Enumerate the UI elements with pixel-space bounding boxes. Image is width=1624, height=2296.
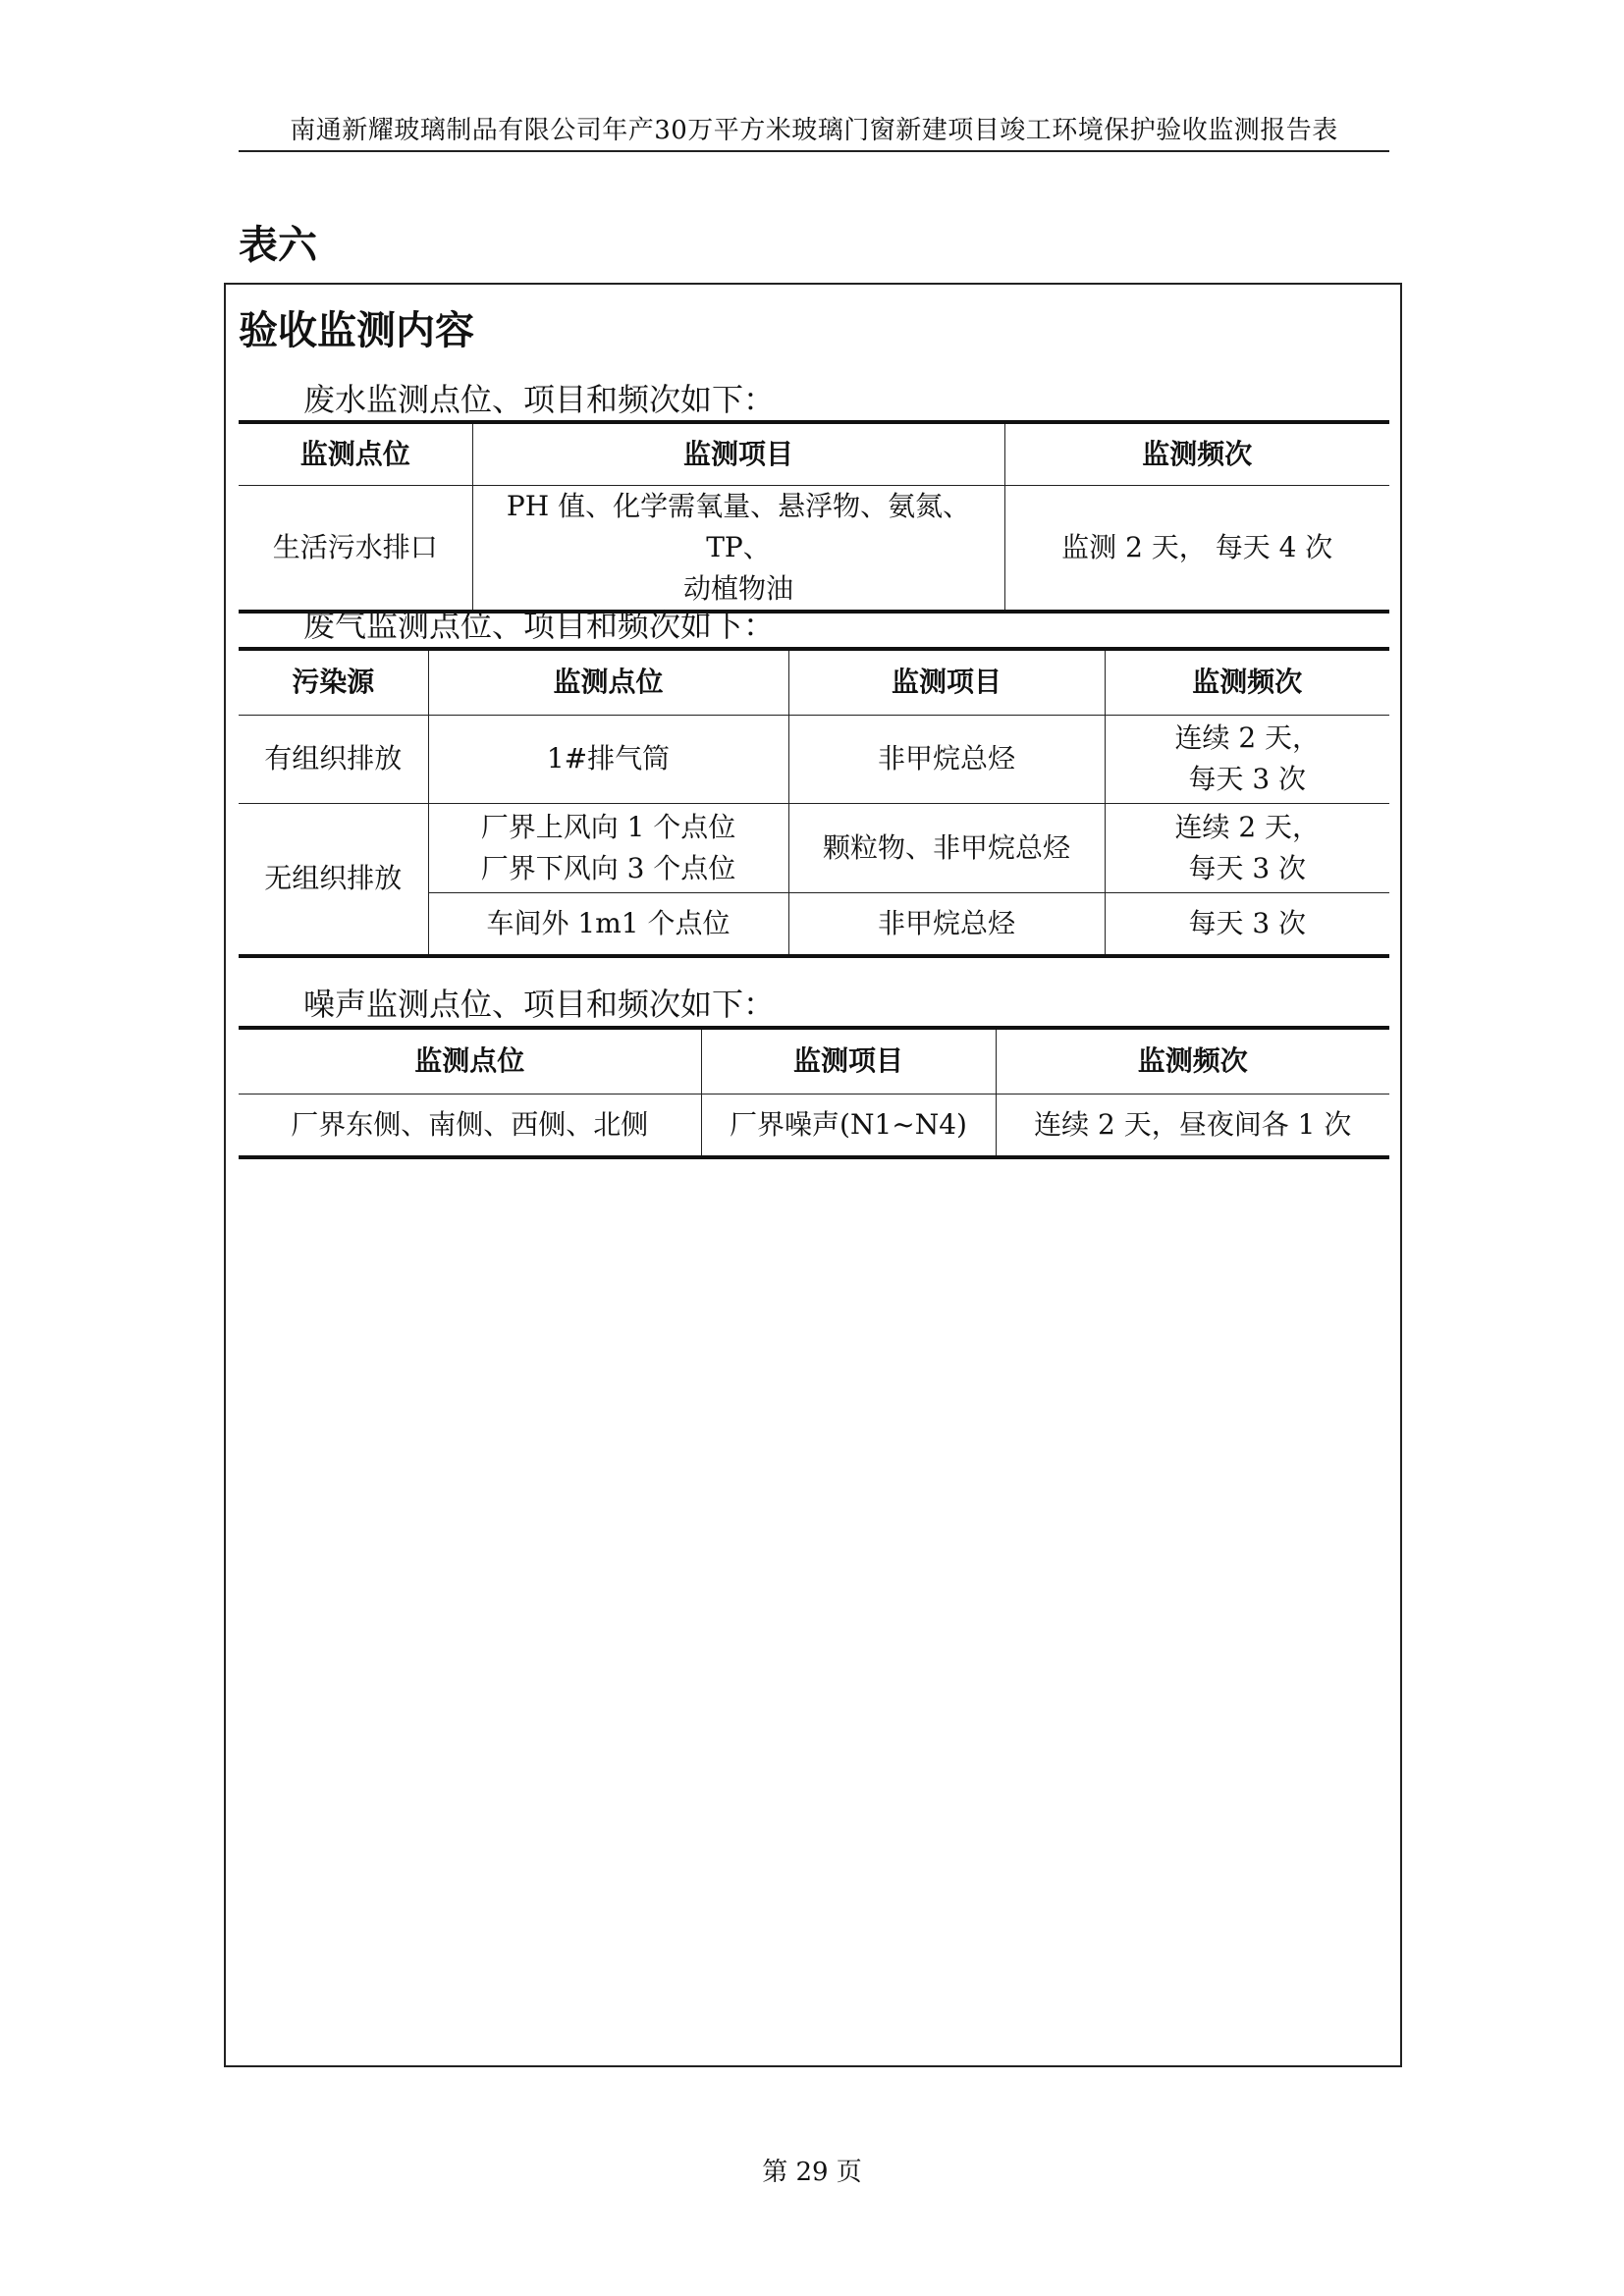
monitoring-item: 厂界噪声(N1~N4): [701, 1094, 996, 1157]
section-label: 表六: [239, 223, 317, 268]
table-header-row: [239, 649, 1389, 715]
header-rule: [239, 150, 1389, 152]
monitoring-point: 1#排气筒: [428, 715, 788, 803]
monitoring-point: [428, 803, 788, 892]
column-header: 监测频次: [996, 1028, 1389, 1094]
column-header: 监测点位: [428, 649, 788, 715]
waste-gas-table: [239, 647, 1389, 958]
point-line2: 厂界下风向 3 个点位: [480, 851, 736, 884]
table-header-row: [239, 1028, 1389, 1094]
frequency-line1: 连续 2 天，: [1174, 810, 1321, 843]
wastewater-intro: 废水监测点位、项目和频次如下：: [303, 381, 776, 418]
column-header: 监测点位: [239, 1028, 701, 1094]
document-header: 南通新耀玻璃制品有限公司年产30万平方米玻璃门窗新建项目竣工环境保护验收监测报告表: [290, 116, 1338, 145]
monitoring-frequency: 连续 2 天，昼夜间各 1 次: [996, 1094, 1389, 1157]
page-number: 第 29 页: [762, 2158, 862, 2187]
column-header: 监测项目: [788, 649, 1105, 715]
column-header: 污染源: [239, 649, 428, 715]
monitoring-items-line2: 动植物油: [682, 571, 793, 605]
noise-table: [239, 1026, 1389, 1159]
monitoring-point: 厂界东侧、南侧、西侧、北侧: [239, 1094, 701, 1157]
table-row: [239, 1094, 1389, 1157]
frequency-line1: 连续 2 天，: [1174, 721, 1321, 754]
pollution-source: 有组织排放: [239, 715, 428, 803]
wastewater-table: [239, 420, 1389, 614]
column-header: 监测点位: [239, 422, 472, 485]
table-row: [239, 485, 1389, 612]
column-header: 监测频次: [1004, 422, 1389, 485]
column-header: 监测项目: [701, 1028, 996, 1094]
monitoring-item: 非甲烷总烃: [788, 715, 1105, 803]
monitoring-items-line1: PH 值、化学需氧量、悬浮物、氨氮、TP、: [506, 489, 971, 563]
waste-gas-intro: 废气监测点位、项目和频次如下：: [303, 607, 776, 644]
monitoring-frequency: [1105, 803, 1389, 892]
monitoring-point: 车间外 1m1 个点位: [428, 892, 788, 956]
frequency-line2: 每天 3 次: [1188, 851, 1307, 884]
monitoring-items: [472, 485, 1004, 612]
pollution-source: 无组织排放: [239, 803, 428, 956]
monitoring-item: 颗粒物、非甲烷总烃: [788, 803, 1105, 892]
monitoring-point: 生活污水排口: [239, 485, 472, 612]
table-header-row: [239, 422, 1389, 485]
monitoring-item: 非甲烷总烃: [788, 892, 1105, 956]
column-header: 监测频次: [1105, 649, 1389, 715]
monitoring-frequency: 监测 2 天， 每天 4 次: [1004, 485, 1389, 612]
frequency-line2: 每天 3 次: [1188, 763, 1307, 795]
monitoring-frequency: 每天 3 次: [1105, 892, 1389, 956]
monitoring-frequency: [1105, 715, 1389, 803]
noise-intro: 噪声监测点位、项目和频次如下：: [303, 986, 776, 1023]
table-row: [239, 803, 1389, 892]
table-row: [239, 715, 1389, 803]
column-header: 监测项目: [472, 422, 1004, 485]
content-title: 验收监测内容: [239, 308, 474, 353]
point-line1: 厂界上风向 1 个点位: [480, 810, 736, 843]
